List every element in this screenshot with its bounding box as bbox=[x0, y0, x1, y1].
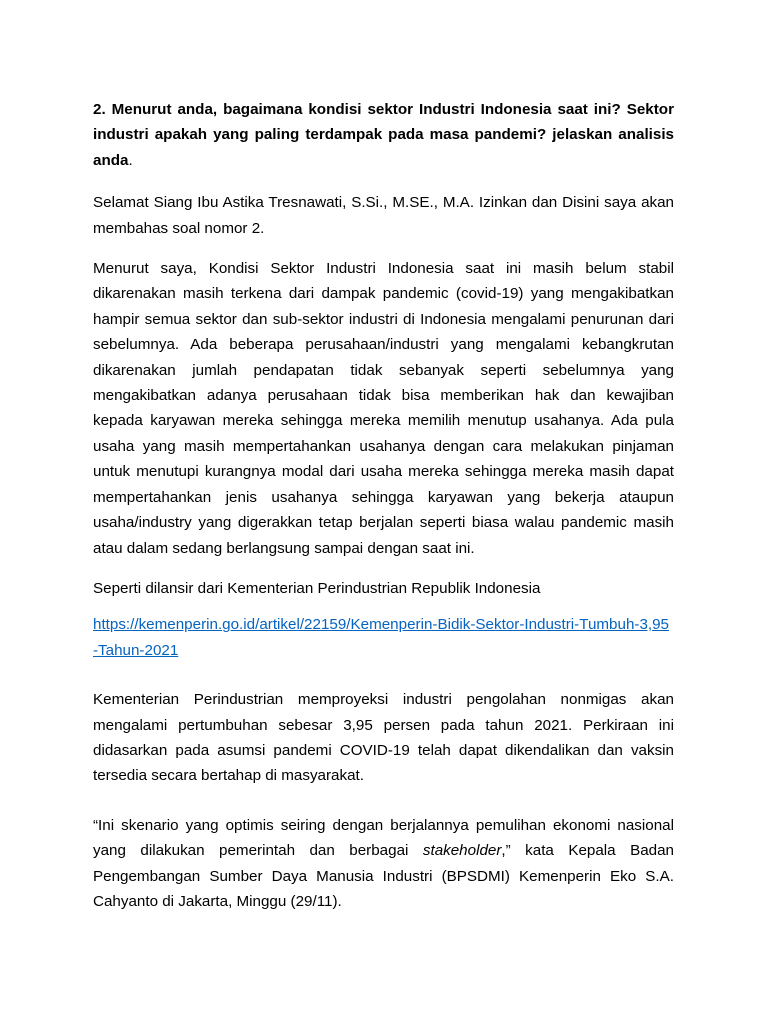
quote-text-end: ,” kata Kepala Badan Pengembangan Sumber Daya Manusia Industri (BPSDMI) Kemenperin Eko S.A. Cahyanto di Jakarta, Minggu (29/11). bbox=[93, 842, 674, 910]
analysis-paragraph: Menurut saya, Kondisi Sektor Industri Indonesia saat ini masih belum stabil dikarenakan masih terkena dari dampak pandemic (covid-19) yang mengakibatkan hampir semua sektor dan sub-sektor industri di Indonesia mengalami penurunan dari sebelumnya. Ada beberapa perusahaan/industri yang mengalami kebangkrutan dikarenakan jumlah pendapatan tidak sebanyak seperti sebelumnya yang mengakibatkan adanya perusahaan tidak bisa memberikan hak dan kewajiban kepada karyawan mereka sehingga mereka memilih menutup usahanya. Ada pula usaha yang masih mempertahankan usahanya dengan cara melakukan pinjaman untuk menutupi kurangnya modal dari usaha mereka sehingga mereka masih dapat mempertahankan jenis usahanya sehingga karyawan yang bekerja ataupun usaha/industry yang digerakkan tetap berjalan seperti biasa walau pandemic masih atau dalam sedang berlangsung sampai dengan saat ini. bbox=[93, 260, 674, 557]
kemenperin-paragraph: Kementerian Perindustrian memproyeksi industri pengolahan nonmigas akan mengalami pertumbuhan sebesar 3,95 persen pada tahun 2021. Perkiraan ini didasarkan pada asumsi pandemi COVID-19 telah dapat dikendalikan dan vaksin tersedia secara bertahap di masyarakat. bbox=[93, 691, 674, 785]
source-link[interactable]: https://kemenperin.go.id/artikel/22159/Kemenperin-Bidik-Sektor-Industri-Tumbuh-3,95-Tahun-2021 bbox=[93, 616, 670, 659]
question-heading bbox=[93, 97, 674, 173]
quote-text-start: “Ini skenario yang optimis seiring dengan berjalannya pemulihan ekonomi nasional yang dilakukan pemerintah dan berbagai bbox=[93, 816, 674, 860]
question-text: 2. Menurut anda, bagaimana kondisi sektor Industri Indonesia saat ini? Sektor industri apakah yang paling terdampak pada masa pandemi? jelaskan analisis anda bbox=[93, 101, 674, 169]
document-page bbox=[93, 97, 674, 914]
quote-italic-term: stakeholder bbox=[422, 842, 502, 860]
greeting-paragraph: Selamat Siang Ibu Astika Tresnawati, S.Si., M.SE., M.A. Izinkan dan Disini saya akan membahas soal nomor 2. bbox=[93, 194, 674, 237]
source-link-paragraph bbox=[93, 612, 674, 663]
quote-paragraph bbox=[93, 813, 674, 915]
question-period: . bbox=[128, 151, 133, 169]
source-intro: Seperti dilansir dari Kementerian Perindustrian Republik Indonesia bbox=[93, 579, 541, 597]
